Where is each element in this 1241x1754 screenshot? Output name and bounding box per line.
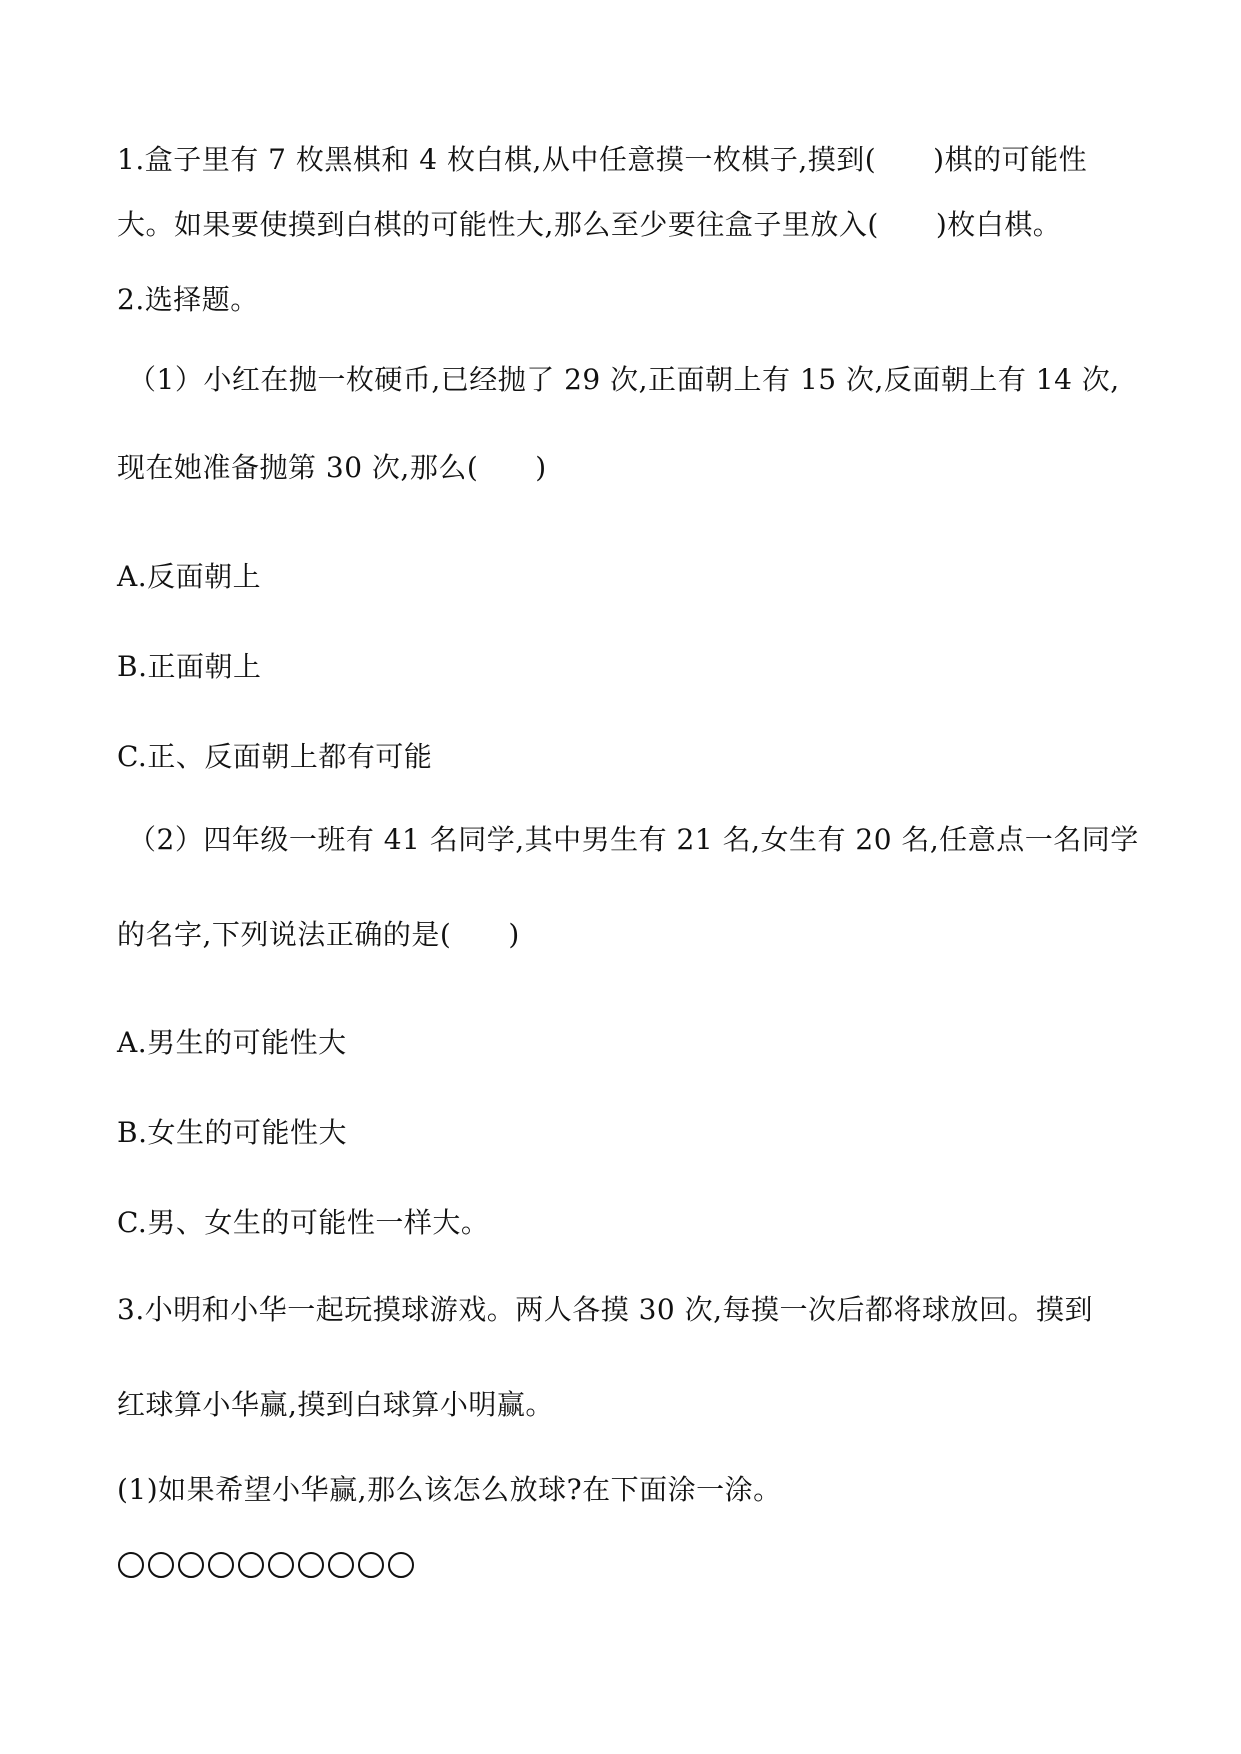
circle-7[interactable] [298, 1552, 324, 1578]
q1-line-2: 大。如果要使摸到白棋的可能性大,那么至少要往盒子里放入( )枚白棋。 [117, 208, 1062, 241]
q2-2-option-a[interactable]: A.男生的可能性大 [117, 1026, 347, 1059]
circle-2[interactable] [148, 1552, 174, 1578]
q2-2-option-b[interactable]: B.女生的可能性大 [117, 1116, 347, 1149]
coloring-circles [118, 1552, 414, 1586]
q1-line-1: 1.盒子里有 7 枚黑棋和 4 枚白棋,从中任意摸一枚棋子,摸到( )棋的可能性 [117, 143, 1088, 176]
circle-8[interactable] [328, 1552, 354, 1578]
circle-3[interactable] [178, 1552, 204, 1578]
q2-1-line-2: 现在她准备抛第 30 次,那么( ) [117, 451, 547, 484]
circle-6[interactable] [268, 1552, 294, 1578]
circle-10[interactable] [388, 1552, 414, 1578]
q3-line-1: 3.小明和小华一起玩摸球游戏。两人各摸 30 次,每摸一次后都将球放回。摸到 [117, 1293, 1094, 1326]
q2-2-line-2: 的名字,下列说法正确的是( ) [117, 918, 520, 951]
q3-1-prompt: (1)如果希望小华赢,那么该怎么放球?在下面涂一涂。 [117, 1473, 782, 1506]
q2-2-option-c[interactable]: C.男、女生的可能性一样大。 [117, 1206, 490, 1239]
circle-5[interactable] [238, 1552, 264, 1578]
q2-1-option-c[interactable]: C.正、反面朝上都有可能 [117, 740, 433, 773]
q2-1-option-b[interactable]: B.正面朝上 [117, 650, 262, 683]
q2-1-option-a[interactable]: A.反面朝上 [117, 560, 262, 593]
q2-1-line-1: （1）小红在抛一枚硬币,已经抛了 29 次,正面朝上有 15 次,反面朝上有 14 次, [128, 363, 1120, 396]
circle-4[interactable] [208, 1552, 234, 1578]
circle-9[interactable] [358, 1552, 384, 1578]
q2-title: 2.选择题。 [117, 283, 259, 316]
q2-2-line-1: （2）四年级一班有 41 名同学,其中男生有 21 名,女生有 20 名,任意点一名同学 [128, 823, 1139, 856]
q3-line-2: 红球算小华赢,摸到白球算小明赢。 [117, 1388, 554, 1421]
circle-1[interactable] [118, 1552, 144, 1578]
